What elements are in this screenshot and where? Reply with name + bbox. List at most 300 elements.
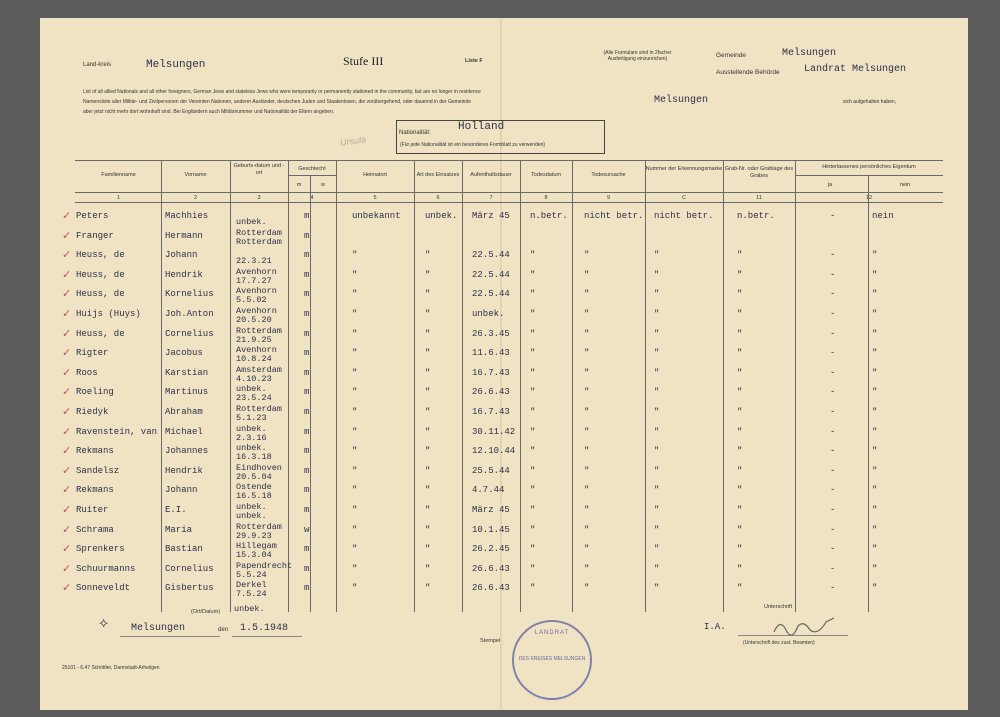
cell-prop: - — [830, 289, 836, 300]
cell-home: " — [352, 328, 358, 339]
cell-prop: - — [830, 485, 836, 496]
check-mark-icon: ✓ — [62, 562, 72, 575]
footer-date: 1.5.1948 — [240, 623, 289, 634]
cell-birthdate: 16.5.18 — [236, 491, 272, 502]
table-number-line — [75, 202, 943, 203]
cell-num: nicht betr. — [654, 211, 714, 221]
check-mark-icon: ✓ — [62, 484, 72, 497]
table-row — [0, 306, 1000, 329]
nationality-value: Holland — [458, 121, 505, 133]
cell-grab: " — [737, 309, 743, 319]
cell-prop: - — [830, 348, 836, 359]
cell-sex: m — [304, 446, 310, 457]
cell-cause: " — [584, 583, 590, 594]
cell-home: " — [352, 426, 358, 437]
cell-death: " — [530, 485, 536, 496]
cell-cause: " — [584, 269, 590, 280]
cell-first: Martinus — [165, 387, 209, 398]
cell-num: " — [654, 387, 660, 398]
cell-home: " — [352, 289, 358, 300]
col-header-grab: Grab-Nr. oder Grablage des Grabes — [724, 166, 794, 179]
cell-sex: m — [304, 465, 310, 476]
cell-art: " — [425, 250, 431, 261]
cell-birthdate: 7.5.24 — [236, 589, 267, 600]
col-num: 11 — [756, 195, 762, 201]
cell-home: " — [352, 583, 358, 594]
cell-prop2: " — [872, 348, 878, 359]
cell-prop: - — [830, 269, 836, 280]
cell-birthplace: Avenhorn — [236, 266, 277, 277]
cell-birthplace: Avenhorn — [236, 345, 277, 356]
cell-prop2: " — [872, 250, 878, 261]
cell-prop2: " — [872, 289, 878, 300]
check-mark-icon: ✓ — [62, 308, 72, 320]
cell-num: " — [654, 583, 660, 594]
table-row — [0, 227, 1000, 251]
cell-dur: 12.10.44 — [472, 446, 516, 457]
stamp-bottom-text: DES KREISES MELSUNGEN — [518, 656, 586, 662]
cell-prop: - — [830, 211, 836, 221]
cell-prop: - — [830, 563, 836, 574]
cell-last: Schuurmanns — [76, 563, 136, 574]
cell-dur: 26.6.43 — [472, 563, 510, 574]
cell-prop2: " — [872, 387, 878, 398]
cell-first: Cornelius — [165, 563, 214, 574]
col-num: 1 — [116, 195, 121, 201]
cell-birthdate: unbek. — [236, 217, 267, 227]
cell-grab: " — [737, 446, 743, 457]
col-header-geschlecht: Geschlecht — [298, 166, 326, 172]
cell-sex: m — [304, 250, 310, 261]
unterschrift-label: Unterschrift — [764, 604, 793, 610]
check-mark-icon: ✓ — [62, 210, 72, 222]
table-row — [0, 250, 1000, 270]
cell-num: " — [654, 289, 660, 300]
cell-first: Johann — [165, 250, 198, 261]
landkreis-label: Land-kreis — [83, 62, 112, 68]
cell-grab: " — [737, 524, 743, 535]
cell-prop: - — [830, 583, 836, 594]
cell-sex: m — [304, 387, 310, 398]
check-mark-icon: ✓ — [62, 445, 72, 458]
cell-last: Roeling — [76, 387, 114, 398]
cell-last: Sonneveldt — [76, 583, 131, 594]
cell-grab: " — [737, 407, 743, 417]
stufe-title: Stufe III — [343, 54, 384, 68]
col-num: 12 — [865, 195, 873, 201]
col-num: 9 — [606, 195, 611, 201]
col-num: 6 — [436, 195, 440, 201]
ia-label: I.A. — [704, 622, 726, 632]
check-mark-icon: ✓ — [62, 523, 72, 536]
cell-birthplace: unbek. — [236, 384, 267, 395]
col-num: C — [682, 195, 686, 201]
footer-ort: Melsungen — [131, 623, 186, 634]
cell-death: " — [530, 309, 536, 319]
cell-grab: " — [737, 426, 743, 437]
cell-cause: " — [584, 563, 590, 574]
cell-dur: März 45 — [472, 505, 510, 515]
cell-prop: - — [830, 309, 836, 319]
nationality-note: (Für jede Nationalität ist ein besonderes Formblatt zu verwenden) — [400, 142, 546, 148]
cell-prop2: " — [872, 269, 878, 280]
sub-header-line — [288, 175, 336, 176]
cell-last: Heuss, de — [76, 250, 125, 261]
cell-death: " — [530, 250, 536, 261]
table-row — [0, 541, 1000, 564]
cell-grab: " — [737, 348, 743, 359]
cell-death: " — [530, 426, 536, 437]
cell-sex: w — [304, 524, 310, 535]
cell-cause: " — [584, 309, 590, 319]
cell-first: Johann — [165, 485, 198, 496]
cell-birthdate: 5.5.24 — [236, 569, 267, 580]
cell-grab: " — [737, 250, 743, 261]
cell-art: unbek. — [425, 211, 458, 221]
cell-art: " — [425, 289, 431, 300]
cell-cause: nicht betr. — [584, 211, 644, 221]
cell-sex: m — [304, 563, 310, 574]
cell-home: " — [352, 446, 358, 457]
cell-num: " — [654, 485, 660, 496]
cell-sex: m — [304, 348, 310, 359]
cell-art: " — [425, 387, 431, 398]
signature — [770, 612, 840, 642]
cell-birthdate: 29.9.23 — [236, 530, 272, 541]
cell-first: Abraham — [165, 407, 203, 417]
cell-art: " — [425, 407, 431, 417]
cell-death: " — [530, 446, 536, 457]
table-row — [0, 286, 1000, 309]
cell-birthplace: unbek. — [236, 443, 267, 454]
cell-dur: 16.7.43 — [472, 367, 510, 378]
cell-dur: 26.6.43 — [472, 387, 510, 398]
cell-cause: " — [584, 524, 590, 535]
cell-prop: - — [830, 544, 836, 555]
cell-prop: - — [830, 367, 836, 378]
cell-birthplace: Rotterdam — [236, 325, 282, 336]
cell-prop: - — [830, 465, 836, 476]
behoerde-value: Landrat Melsungen — [804, 64, 907, 75]
cell-cause: " — [584, 446, 590, 457]
intro-line-german: Namensliste aller Militär- und Zivilpersonen der Vereinten Nationen, anderer Ausländer, deutschen Juden und Staatenlosen, die vorübergehend, oder dauernd in der Gemeinde — [83, 99, 472, 105]
cell-dur: 25.5.44 — [472, 465, 510, 476]
col-num: 3 — [257, 195, 261, 201]
check-mark-icon: ✓ — [62, 425, 72, 438]
cell-birthplace: unbek. — [236, 502, 267, 512]
cell-home: " — [352, 367, 358, 378]
cell-prop: - — [830, 407, 836, 417]
cell-death: " — [530, 407, 536, 417]
cell-dur: 4.7.44 — [472, 485, 505, 496]
table-row — [0, 580, 1000, 603]
table-row — [0, 462, 1000, 486]
cell-prop: - — [830, 387, 836, 398]
intro-line-end: sich aufgehalten haben, — [843, 99, 897, 105]
table-row — [0, 364, 1000, 388]
cell-prop: - — [830, 505, 836, 515]
cell-birthplace: Rotterdam — [236, 227, 282, 238]
cell-art: " — [425, 446, 431, 457]
cell-cause: " — [584, 465, 590, 476]
cell-death: " — [530, 563, 536, 574]
cell-last: Schrama — [76, 524, 114, 535]
cell-grab: " — [737, 289, 743, 300]
table-row — [0, 560, 1000, 584]
col-header-einsatz: Art des Einsatzes — [416, 172, 460, 178]
cell-death: " — [530, 289, 536, 300]
check-mark-icon: ✓ — [62, 268, 72, 281]
cell-birthdate: 5.1.23 — [236, 413, 267, 423]
handwritten-mark: ⟡ — [99, 614, 109, 630]
cell-birthdate: 23.5.24 — [236, 393, 272, 404]
cell-first: Bastian — [165, 544, 203, 555]
cell-home: unbekannt — [352, 211, 401, 221]
cell-death: " — [530, 387, 536, 398]
table-row — [0, 384, 1000, 407]
cell-art: " — [425, 563, 431, 574]
cell-grab: " — [737, 505, 743, 515]
table-row — [0, 211, 1000, 231]
cell-birthdate: 4.10.23 — [236, 373, 272, 384]
gemeinde-label: Gemeinde — [716, 52, 746, 59]
cell-dur: 26.3.45 — [472, 328, 510, 339]
table-header-line — [75, 192, 943, 193]
ort-underline — [120, 636, 220, 637]
cell-prop2: " — [872, 309, 878, 319]
cell-num: " — [654, 348, 660, 359]
col-header-erkennungsmarke: Nummer der Erkennungsmarke — [645, 166, 723, 172]
cell-birthplace: Hillegam — [236, 541, 277, 552]
cell-death: " — [530, 544, 536, 555]
cell-art: " — [425, 465, 431, 476]
cell-grab: " — [737, 544, 743, 555]
cell-death: " — [530, 269, 536, 280]
cell-art: " — [425, 367, 431, 378]
cell-cause: " — [584, 485, 590, 496]
cell-first: Hendrik — [165, 269, 203, 280]
cell-num: " — [654, 505, 660, 515]
cell-prop: - — [830, 446, 836, 457]
cell-grab: " — [737, 387, 743, 398]
cell-sex: m — [304, 544, 310, 555]
cell-last: Roos — [76, 367, 98, 378]
liste-label: Liste F — [465, 58, 483, 64]
table-row — [0, 404, 1000, 427]
cell-home: " — [352, 544, 358, 555]
cell-last: Ravenstein, van — [76, 426, 158, 437]
col-header-geburtsdatum: Geburts-datum und -ort — [233, 163, 285, 176]
cell-prop: - — [830, 426, 836, 437]
cell-sex: m — [304, 230, 310, 241]
cell-birthplace: Amsterdam — [236, 364, 282, 375]
cell-sex: m — [304, 426, 310, 437]
cell-home: " — [352, 269, 358, 280]
cell-birthplace: Derkel — [236, 580, 267, 591]
check-mark-icon: ✓ — [62, 464, 72, 477]
cell-birthdate: 10.8.24 — [236, 354, 272, 365]
cell-cause: " — [584, 367, 590, 378]
cell-birthplace: Ostende — [236, 482, 272, 493]
cell-cause: " — [584, 328, 590, 339]
cell-grab: n.betr. — [737, 211, 775, 221]
col-num: 8 — [544, 195, 548, 201]
cell-first: Joh.Anton — [165, 309, 214, 319]
cell-cause: " — [584, 289, 590, 300]
cell-death: n.betr. — [530, 211, 568, 221]
cell-art: " — [425, 348, 431, 359]
cell-grab: " — [737, 465, 743, 476]
cell-dur: 26.2.45 — [472, 544, 510, 555]
cell-birthdate: 20.5.20 — [236, 315, 272, 325]
cell-birthplace: Avenhorn — [236, 306, 277, 316]
col-num: 7 — [489, 195, 493, 201]
landkreis-value: Melsungen — [146, 59, 206, 71]
cell-birthdate: 16.3.18 — [236, 452, 272, 463]
cell-home: " — [352, 309, 358, 319]
stamp-top-text: LANDRAT — [534, 630, 570, 636]
cell-dur: März 45 — [472, 211, 510, 221]
check-mark-icon: ✓ — [62, 504, 72, 516]
col-num: 5 — [373, 195, 377, 201]
cell-last: Sprenkers — [76, 544, 125, 555]
cell-first: Hendrik — [165, 465, 203, 476]
col-header-eigentum-ja: ja — [827, 182, 833, 188]
cell-last: Heuss, de — [76, 289, 125, 300]
behoerde-label: Ausstellende Behörde — [716, 69, 780, 76]
check-mark-icon: ✓ — [62, 543, 72, 556]
cell-cause: " — [584, 505, 590, 515]
stempel-label: Stempel — [480, 638, 501, 644]
cell-death: " — [530, 465, 536, 476]
col-header-sex-m: m — [296, 182, 302, 188]
cell-birthdate: 20.5.04 — [236, 471, 272, 482]
cell-dur: 10.1.45 — [472, 524, 510, 535]
cell-home: " — [352, 563, 358, 574]
cell-grab: " — [737, 367, 743, 378]
cell-first: Karstian — [165, 367, 209, 378]
table-row — [0, 443, 1000, 466]
cell-sex: m — [304, 407, 310, 417]
cell-birthplace: Papendrecht — [236, 560, 293, 571]
intro-line-english: List of all allied Nationals and all other foreigners, German Jews and stateless Jews who were temporarily or permanently stationed in the community, but are no longer in residence — [83, 89, 481, 95]
cell-home: " — [352, 465, 358, 476]
cell-art: " — [425, 485, 431, 496]
cell-first: Hermann — [165, 230, 203, 241]
cell-prop2: nein — [872, 211, 894, 221]
cell-sex: m — [304, 269, 310, 280]
cell-birthplace: Rotterdam — [236, 404, 282, 414]
cell-sex: m — [304, 309, 310, 319]
cell-prop2: " — [872, 367, 878, 378]
cell-sex: m — [304, 211, 310, 221]
cell-dur: 22.5.44 — [472, 269, 510, 280]
nationality-label: Nationalität: — [399, 130, 431, 136]
intro-line-3: aber jetzt nicht mehr dort wohnhaft sind. Bei Engländern auch Militärnummer und Nationalität der Eltern angeben. — [83, 109, 335, 115]
cell-death: " — [530, 348, 536, 359]
col-header-vorname: Vorname — [184, 172, 207, 178]
cell-sex: m — [304, 328, 310, 339]
cell-prop2: " — [872, 505, 878, 515]
cell-num: " — [654, 250, 660, 261]
cell-death: " — [530, 328, 536, 339]
official-stamp — [512, 620, 592, 700]
cell-last: Rekmans — [76, 485, 114, 496]
cell-home: " — [352, 524, 358, 535]
table-row — [0, 266, 1000, 290]
check-mark-icon: ✓ — [62, 582, 72, 595]
cell-dur: 30.11.42 — [472, 426, 516, 437]
cell-home: " — [352, 250, 358, 261]
footer-ort-label: (Ort/Datum) — [191, 609, 221, 615]
cell-dur: 22.5.44 — [472, 250, 510, 261]
signer-note: (Unterschrift des zust. Beamten) — [743, 640, 815, 646]
cell-art: " — [425, 269, 431, 280]
cell-art: " — [425, 309, 431, 319]
last-row-birth-extra: unbek. — [234, 604, 265, 614]
cell-last: Rekmans — [76, 446, 114, 457]
cell-last: Heuss, de — [76, 269, 125, 280]
col-header-aufenthalt: Aufenthaltsdauer — [470, 172, 512, 178]
cell-birthdate: 5.5.02 — [236, 295, 267, 306]
check-mark-icon: ✓ — [62, 327, 72, 340]
cell-prop2: " — [872, 465, 878, 476]
cell-art: " — [425, 505, 431, 515]
cell-first: Kornelius — [165, 289, 214, 300]
cell-prop2: " — [872, 485, 878, 496]
cell-dur: 16.7.43 — [472, 407, 510, 417]
col-num: 2 — [193, 195, 198, 201]
cell-sex: m — [304, 505, 310, 515]
pencil-note: Ursula — [339, 134, 367, 148]
cell-birthplace: Rotterdam — [236, 521, 282, 532]
cell-sex: m — [304, 583, 310, 594]
print-note: 25101 - 6.47 Schöttler, Darmstadt-Arheilgen — [62, 665, 160, 671]
cell-art: " — [425, 524, 431, 535]
cell-art: " — [425, 583, 431, 594]
cell-num: " — [654, 407, 660, 417]
cell-cause: " — [584, 348, 590, 359]
check-mark-icon: ✓ — [62, 229, 72, 242]
cell-birthdate: 22.3.21 — [236, 256, 272, 267]
cell-home: " — [352, 485, 358, 496]
cell-prop2: " — [872, 328, 878, 339]
cell-sex: m — [304, 367, 310, 378]
cell-last: Huijs (Huys) — [76, 309, 141, 319]
cell-num: " — [654, 328, 660, 339]
cell-prop2: " — [872, 544, 878, 555]
cell-num: " — [654, 269, 660, 280]
cell-home: " — [352, 387, 358, 398]
cell-grab: " — [737, 328, 743, 339]
cell-num: " — [654, 465, 660, 476]
cell-last: Franger — [76, 230, 114, 241]
cell-birthplace: Avenhorn — [236, 286, 277, 297]
cell-num: " — [654, 563, 660, 574]
cell-prop2: " — [872, 407, 878, 417]
cell-first: Johannes — [165, 446, 209, 457]
cell-prop2: " — [872, 583, 878, 594]
cell-num: " — [654, 367, 660, 378]
cell-art: " — [425, 328, 431, 339]
cell-first: E.I. — [165, 505, 187, 515]
cell-grab: " — [737, 485, 743, 496]
cell-prop2: " — [872, 446, 878, 457]
cell-dur: 11.6.43 — [472, 348, 510, 359]
date-underline — [232, 636, 302, 637]
col-num: 4 — [310, 195, 314, 201]
cell-first: Cornelius — [165, 328, 214, 339]
